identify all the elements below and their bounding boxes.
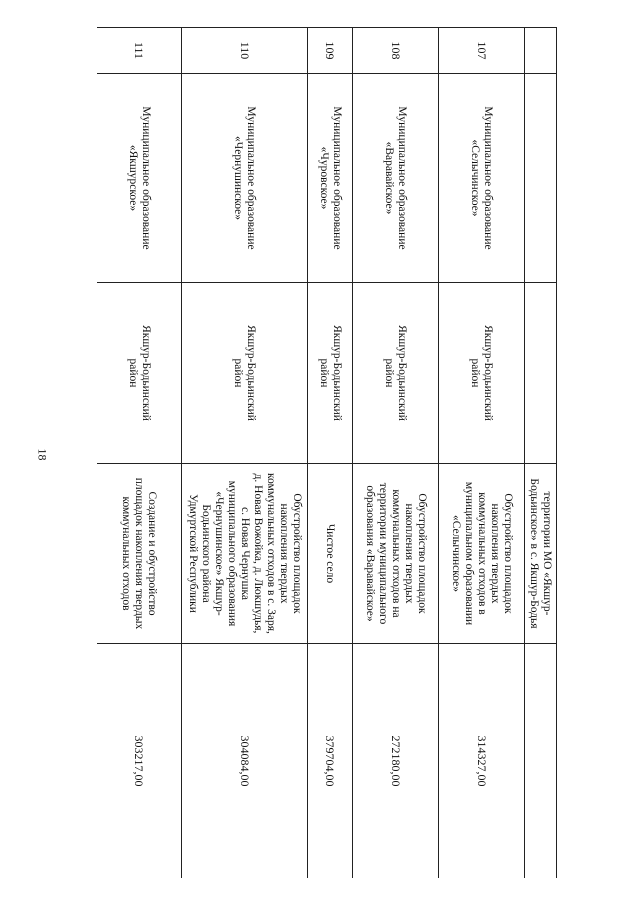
table-viewport bbox=[97, 27, 557, 878]
cell-municipality bbox=[525, 74, 557, 283]
text-line: коммунальных отходов bbox=[120, 496, 133, 611]
cell-municipality bbox=[182, 74, 308, 283]
cell-number: 108 bbox=[353, 28, 439, 74]
cell-municipality bbox=[353, 74, 439, 283]
cell-amount: 304084,00 bbox=[182, 644, 308, 879]
text-line: Бодьинского района bbox=[200, 504, 212, 603]
cell-number: 111 bbox=[97, 28, 182, 74]
cell-district bbox=[308, 283, 353, 464]
cell-district bbox=[97, 283, 182, 464]
text-line: Муниципальное образование bbox=[396, 106, 409, 250]
cell-project bbox=[439, 464, 525, 644]
table-sheet bbox=[97, 27, 557, 878]
text-line: Якшур-Бодьинский bbox=[140, 325, 152, 421]
text-line: Якшур-Бодьинский bbox=[245, 325, 258, 421]
text-line: Муниципальное образование bbox=[245, 106, 258, 250]
text-line: «Селычинское» bbox=[450, 514, 462, 593]
cell-amount: 379704,00 bbox=[308, 644, 353, 879]
cell-district bbox=[439, 283, 525, 464]
text-line: Создание и обустройство bbox=[146, 491, 159, 616]
text-line: образования «Варавайское» bbox=[364, 485, 376, 622]
text-line: Удмуртской Республики bbox=[187, 494, 199, 613]
table-row-continued bbox=[525, 28, 557, 879]
text-line: район bbox=[469, 358, 482, 388]
table-row bbox=[182, 28, 308, 879]
text-line: Якшур-Бодьинский bbox=[482, 325, 495, 421]
text-line: площадок накопления твердых bbox=[133, 477, 146, 630]
text-line: Муниципальное образование bbox=[482, 106, 495, 250]
text-line: Якшур-Бодьинский bbox=[396, 325, 409, 421]
text-line: коммунальных отходов в с. Заря, bbox=[265, 473, 277, 634]
text-line: «Варавайское» bbox=[383, 141, 396, 215]
text-line: территории муниципального bbox=[377, 482, 389, 625]
cell-municipality bbox=[308, 74, 353, 283]
project-line: Бодьинское» в с. Якшур-Бодья bbox=[528, 478, 541, 629]
cell-project bbox=[97, 464, 182, 644]
cell-number: 110 bbox=[182, 28, 308, 74]
text-line: с. Новая Чернушка bbox=[239, 506, 251, 601]
text-line: район bbox=[127, 358, 139, 388]
text-line: накопления твердых bbox=[278, 503, 290, 604]
cell-project bbox=[353, 464, 439, 644]
project-line: территории МО «Якшур- bbox=[541, 491, 554, 616]
cell-amount bbox=[525, 644, 557, 879]
text-line: Чистое село bbox=[324, 523, 337, 584]
text-line: Обустройство площадок bbox=[416, 493, 428, 614]
table-row bbox=[353, 28, 439, 879]
text-line: «Чернушинское» Якшур- bbox=[213, 491, 225, 616]
text-line: район bbox=[318, 358, 330, 388]
cell-number: 109 bbox=[308, 28, 353, 74]
text-line: муниципальном образовании bbox=[463, 481, 475, 626]
cell-amount: 303217,00 bbox=[97, 644, 182, 879]
page-number: 18 bbox=[35, 448, 50, 461]
cell-amount: 272180,00 bbox=[353, 644, 439, 879]
cell-number: 107 bbox=[439, 28, 525, 74]
text-line: коммунальных отходов в bbox=[476, 492, 488, 615]
cell-project bbox=[525, 464, 557, 644]
text-line: Муниципальное образование bbox=[140, 106, 152, 250]
cell-number bbox=[525, 28, 557, 74]
table-row bbox=[97, 28, 182, 879]
text-line: «Чуровское» bbox=[318, 146, 330, 210]
projects-table bbox=[97, 27, 557, 878]
text-line: коммунальных отходов на bbox=[390, 489, 402, 618]
cell-project bbox=[308, 464, 353, 644]
cell-district bbox=[182, 283, 308, 464]
text-line: Якшур-Бодьинский bbox=[331, 325, 343, 421]
text-line: накопления твердых bbox=[489, 503, 501, 604]
text-line: «Якшурское» bbox=[127, 144, 139, 212]
text-line: Муниципальное образование bbox=[331, 106, 343, 250]
cell-district bbox=[525, 283, 557, 464]
cell-municipality bbox=[439, 74, 525, 283]
text-line: Обустройство площадок bbox=[502, 493, 514, 614]
text-line: район bbox=[383, 358, 396, 388]
cell-district bbox=[353, 283, 439, 464]
text-line: д. Новая Вожойка, д. Люкшудья, bbox=[252, 473, 264, 634]
cell-amount: 314327,00 bbox=[439, 644, 525, 879]
text-line: «Чернушинское» bbox=[232, 136, 245, 220]
text-line: «Селычинское» bbox=[469, 139, 482, 217]
text-line: район bbox=[232, 358, 245, 388]
text-line: накопления твердых bbox=[403, 503, 415, 604]
cell-project bbox=[182, 464, 308, 644]
text-line: Обустройство площадок bbox=[291, 493, 303, 614]
table-row bbox=[308, 28, 353, 879]
table-row bbox=[439, 28, 525, 879]
cell-municipality bbox=[97, 74, 182, 283]
text-line: муниципального образования bbox=[226, 480, 238, 627]
